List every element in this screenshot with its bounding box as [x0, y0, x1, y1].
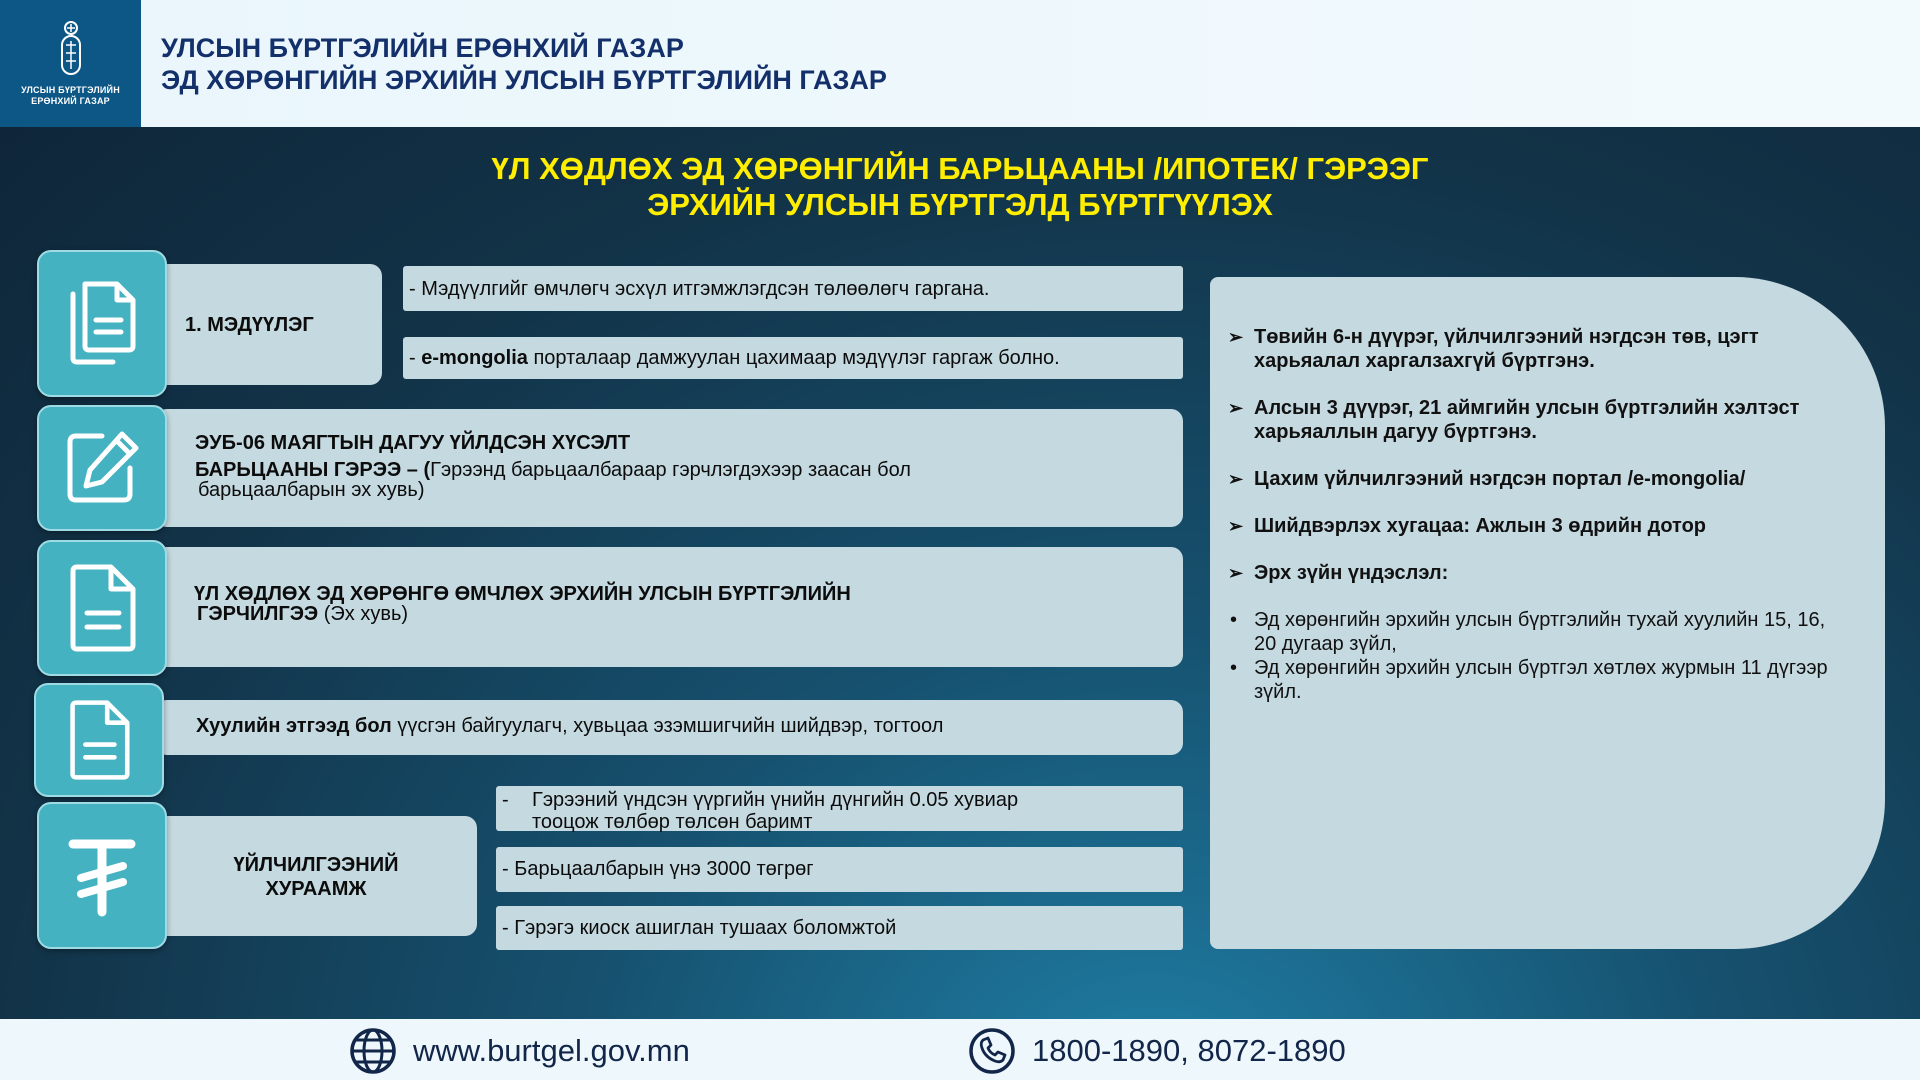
step1-label-panel — [155, 264, 382, 385]
info-panel — [1210, 277, 1885, 949]
step1-note-1-text: - Мэдүүлгийг өмчлөгч эсхүл итгэмжлэгдсэн төлөөлөгч гаргана. — [409, 278, 990, 300]
legal-basis-item — [1228, 656, 1849, 704]
fee-item-1-line-1: Гэрээний үндсэн үүргийн үнийн дүнгийн 0.05 хувиар — [532, 789, 1019, 811]
emblem-logo-icon — [58, 21, 84, 79]
step1-label: 1. МЭДҮҮЛЭГ — [185, 314, 314, 336]
step4-icon-tile — [34, 683, 164, 797]
step4-text — [196, 715, 943, 738]
e-mongolia-link[interactable]: e-mongolia — [421, 347, 528, 369]
main-content — [0, 127, 1920, 1019]
step5-label-line-2: ХУРААМЖ — [265, 878, 367, 900]
info-item — [1228, 325, 1849, 373]
step3-panel — [155, 547, 1183, 667]
tugrik-currency-icon — [67, 834, 137, 918]
info-item-text: Шийдвэрлэх хугацаа: Ажлын 3 өдрийн дотор — [1254, 515, 1707, 537]
arrow-bullet-icon: ➢ — [1228, 516, 1244, 536]
legal-basis-text: Эд хөрөнгийн эрхийн улсын бүртгэл хөтлөх журмын 11 дүгээр зүйл. — [1254, 657, 1828, 703]
arrow-bullet-icon: ➢ — [1228, 327, 1244, 347]
footer-phone[interactable] — [968, 1027, 1346, 1075]
step3-line-2-bold: ГЭРЧИЛГЭЭ — [197, 603, 319, 625]
header-titles — [161, 32, 887, 96]
step4-bold: Хуулийн этгээд бол — [196, 715, 392, 737]
phone-number[interactable]: 1800-1890, 8072-1890 — [1032, 1033, 1346, 1068]
arrow-bullet-icon: ➢ — [1228, 563, 1244, 583]
step1-note-2 — [403, 337, 1183, 379]
step2-line-2-bold: БАРЬЦААНЫ ГЭРЭЭ – ( — [195, 459, 431, 481]
step2-panel — [155, 409, 1183, 527]
header — [0, 0, 1920, 127]
document-icon — [64, 699, 134, 781]
bullet-dot-icon: • — [1230, 657, 1238, 679]
bullet-dot-icon: • — [1230, 609, 1238, 631]
website-link[interactable]: www.burtgel.gov.mn — [413, 1033, 690, 1068]
header-title-line-2: ЭД ХӨРӨНГИЙН ЭРХИЙН УЛСЫН БҮРТГЭЛИЙН ГАЗАР — [161, 65, 887, 95]
step3-text — [194, 582, 851, 626]
fee-item-2 — [496, 847, 1183, 892]
phone-icon — [968, 1027, 1016, 1075]
step1-note-1 — [403, 266, 1183, 311]
fee-item-3 — [496, 906, 1183, 950]
fee-item-3-text: - Гэрэгэ киоск ашиглан тушаах боломжтой — [502, 917, 897, 939]
fee-item-1 — [496, 786, 1183, 831]
step3-icon-tile — [37, 540, 167, 676]
step5-label — [155, 853, 477, 901]
info-item — [1228, 514, 1849, 538]
step4-panel — [155, 700, 1183, 755]
fee-item-1-text — [502, 788, 1018, 834]
logo-line-1: УЛСЫН БҮРТГЭЛИЙН — [21, 84, 120, 95]
step2-line-3: барьцаалбарын эх хувь) — [198, 479, 425, 501]
fee-item-1-dash: - — [502, 789, 509, 811]
globe-icon — [349, 1027, 397, 1075]
footer-website[interactable] — [349, 1027, 690, 1075]
documents-icon — [63, 280, 141, 368]
arrow-bullet-icon: ➢ — [1228, 469, 1244, 489]
step3-line-1: ҮЛ ХӨДЛӨХ ЭД ХӨРӨНГӨ ӨМЧЛӨХ ЭРХИЙН УЛСЫН БҮРТГЭЛИЙН — [194, 583, 851, 605]
info-item — [1228, 396, 1849, 444]
step5-label-panel — [155, 816, 477, 936]
step2-icon-tile — [37, 405, 167, 531]
info-item-text: Эрх зүйн үндэслэл: — [1254, 562, 1449, 584]
fee-item-2-text: - Барьцаалбарын үнэ 3000 төгрөг — [502, 858, 814, 880]
info-item-text: Цахим үйлчилгээний нэгдсэн портал /e-mongolia/ — [1254, 468, 1746, 490]
step2-line-2-rest: Гэрээнд барьцаалбараар гэрчлэгдэхээр заасан бол — [430, 459, 911, 481]
step2-text — [195, 431, 911, 502]
step2-line-1: ЭУБ-06 МАЯГТЫН ДАГУУ ҮЙЛДСЭН ХҮСЭЛТ — [195, 432, 631, 454]
logo-text — [21, 85, 120, 107]
arrow-bullet-icon: ➢ — [1228, 398, 1244, 418]
page-title-line-2: ЭРХИЙН УЛСЫН БҮРТГЭЛД БҮРТГҮҮЛЭХ — [647, 187, 1273, 222]
step5-icon-tile — [37, 802, 167, 949]
info-item — [1228, 467, 1849, 491]
step1-note-2-rest: порталаар дамжуулан цахимаар мэдүүлэг гаргаж болно. — [527, 347, 1060, 369]
document-icon — [65, 563, 139, 653]
logo-line-2: ЕРӨНХИЙ ГАЗАР — [31, 95, 110, 106]
legal-basis-item — [1228, 608, 1849, 656]
step1-note-2-text — [409, 347, 1060, 370]
pencil-edit-icon — [62, 428, 142, 508]
legal-basis-text: Эд хөрөнгийн эрхийн улсын бүртгэлийн тухай хуулийн 15, 16, 20 дугаар зүйл, — [1254, 609, 1826, 655]
step1-note-2-prefix: - — [409, 347, 422, 369]
step4-rest: үүсгэн байгуулагч, хувьцаа эзэмшигчийн шийдвэр, тогтоол — [391, 715, 944, 737]
page-title — [0, 151, 1920, 223]
header-title-line-1: УЛСЫН БҮРТГЭЛИЙН ЕРӨНХИЙ ГАЗАР — [161, 33, 684, 63]
info-item-text: Алсын 3 дүүрэг, 21 аймгийн улсын бүртгэлийн хэлтэст харьяаллын дагуу бүртгэнэ. — [1254, 397, 1800, 443]
step3-line-2-rest: (Эх хувь) — [318, 603, 409, 625]
info-item-text: Төвийн 6-н дүүрэг, үйлчилгээний нэгдсэн төв, цэгт харьяалал харгалзахгүй бүртгэнэ. — [1254, 326, 1759, 372]
organization-logo[interactable] — [0, 0, 141, 127]
footer — [0, 1019, 1920, 1080]
info-item — [1228, 561, 1849, 585]
step5-label-line-1: ҮЙЛЧИЛГЭЭНИЙ — [233, 854, 399, 876]
page-title-line-1: ҮЛ ХӨДЛӨХ ЭД ХӨРӨНГИЙН БАРЬЦААНЫ /ИПОТЕК/ ГЭРЭЭГ — [491, 151, 1429, 186]
fee-item-1-line-2: тооцож төлбөр төлсөн баримт — [532, 811, 813, 833]
step1-icon-tile — [37, 250, 167, 397]
